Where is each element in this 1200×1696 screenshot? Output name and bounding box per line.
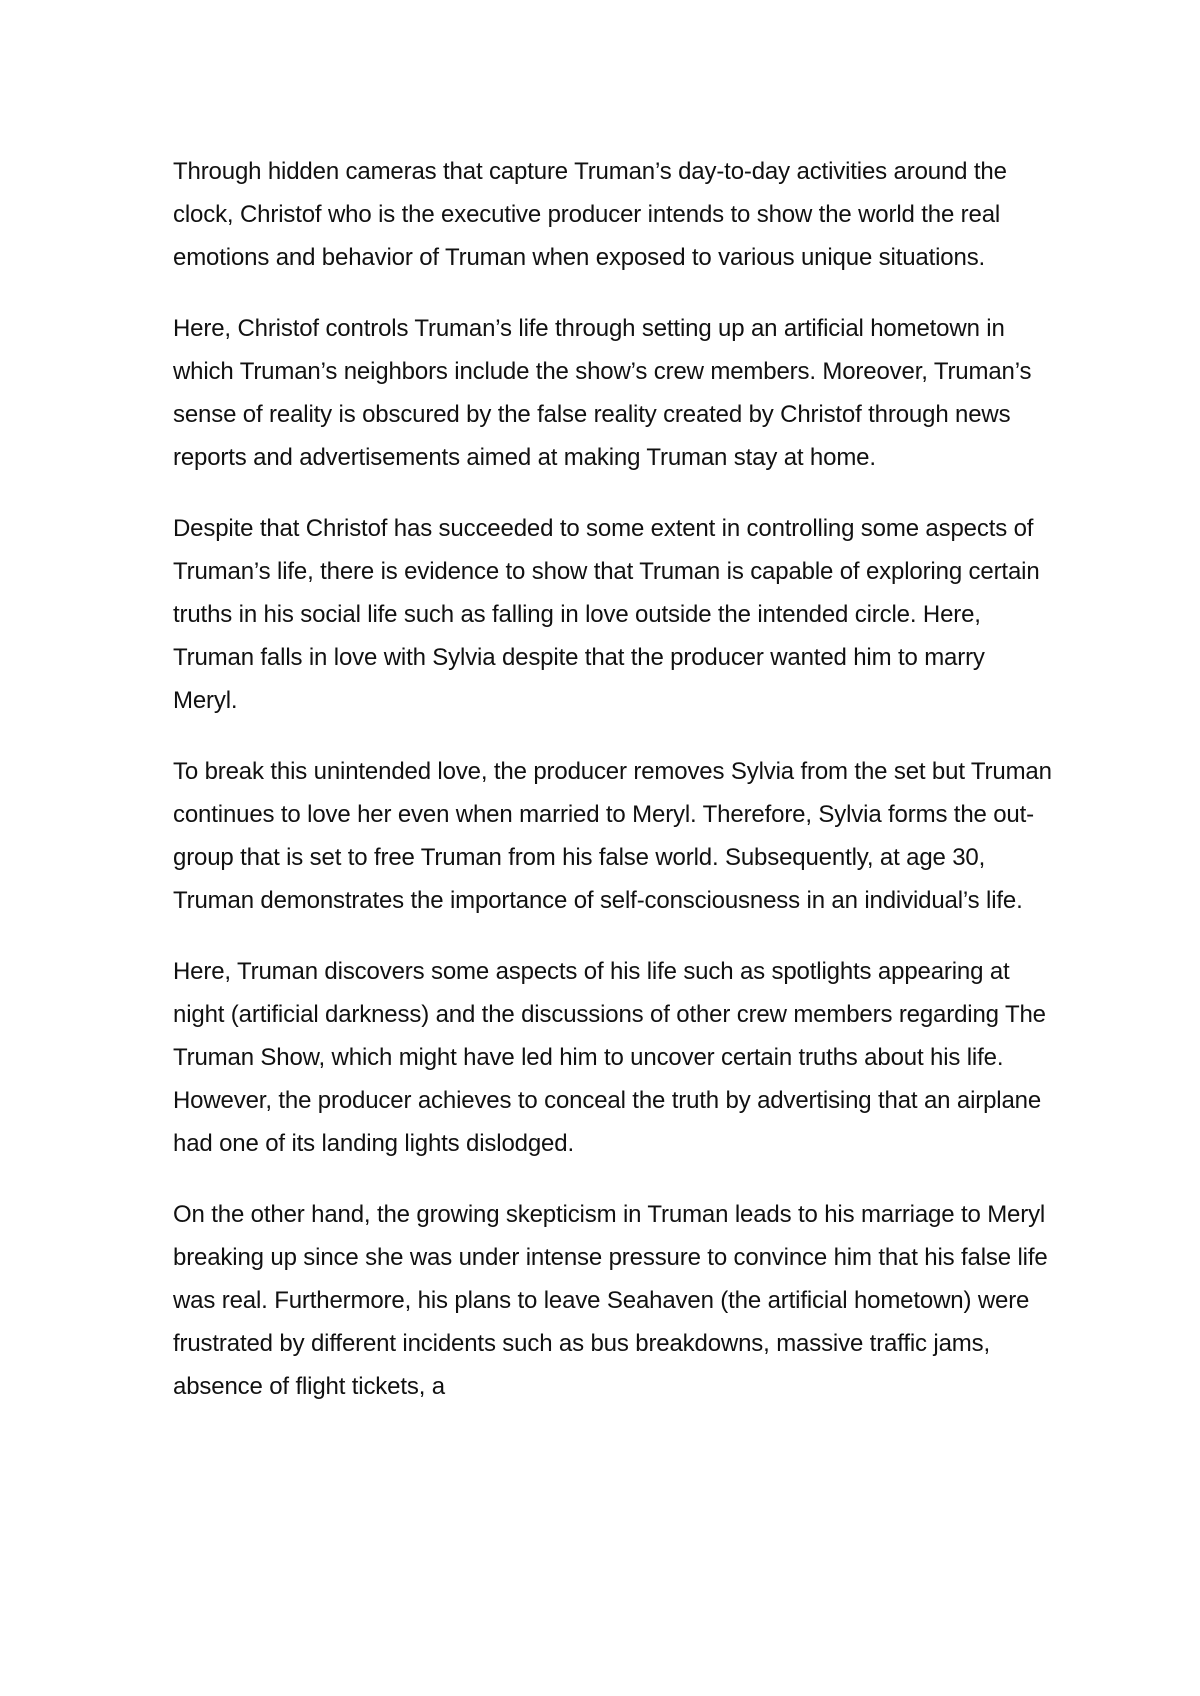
paragraph-5: Here, Truman discovers some aspects of his life such as spotlights appearing at night (artificial darkness) and the discussions of other crew members regarding The Truman Show, which might have led him to uncover certain truths about his life. However, the producer achieves to conceal the truth by advertising that an airplane had one of its landing lights dislodged. [173,958,1046,1157]
paragraph-1: Through hidden cameras that capture Truman’s day-to-day activities around the clock, Christof who is the executive producer intends to show the world the real emotions and behavior of Truman when exposed to various unique situations. [173,158,1007,271]
paragraph-4: To break this unintended love, the producer removes Sylvia from the set but Truman continues to love her even when married to Meryl. Therefore, Sylvia forms the out-group that is set to free Truman from his false world. Subsequently, at age 30, Truman demonstrates the importance of self-consciousness in an individual’s life. [173,758,1052,914]
paragraph-6: On the other hand, the growing skepticism in Truman leads to his marriage to Meryl breaking up since she was under intense pressure to convince him that his false life was real. Furthermore, his plans to leave Seahaven (the artificial hometown) were frustrated by different incidents such as bus breakdowns, massive traffic jams, absence of flight tickets, a [173,1201,1048,1400]
document-body [173,150,1053,1436]
paragraph-2: Here, Christof controls Truman’s life through setting up an artificial hometown in which Truman’s neighbors include the show’s crew members. Moreover, Truman’s sense of reality is obscured by the false reality created by Christof through news reports and advertisements aimed at making Truman stay at home. [173,315,1032,471]
paragraph-3: Despite that Christof has succeeded to some extent in controlling some aspects of Truman’s life, there is evidence to show that Truman is capable of exploring certain truths in his social life such as falling in love outside the intended circle. Here, Truman falls in love with Sylvia despite that the producer wanted him to marry Meryl. [173,515,1040,714]
